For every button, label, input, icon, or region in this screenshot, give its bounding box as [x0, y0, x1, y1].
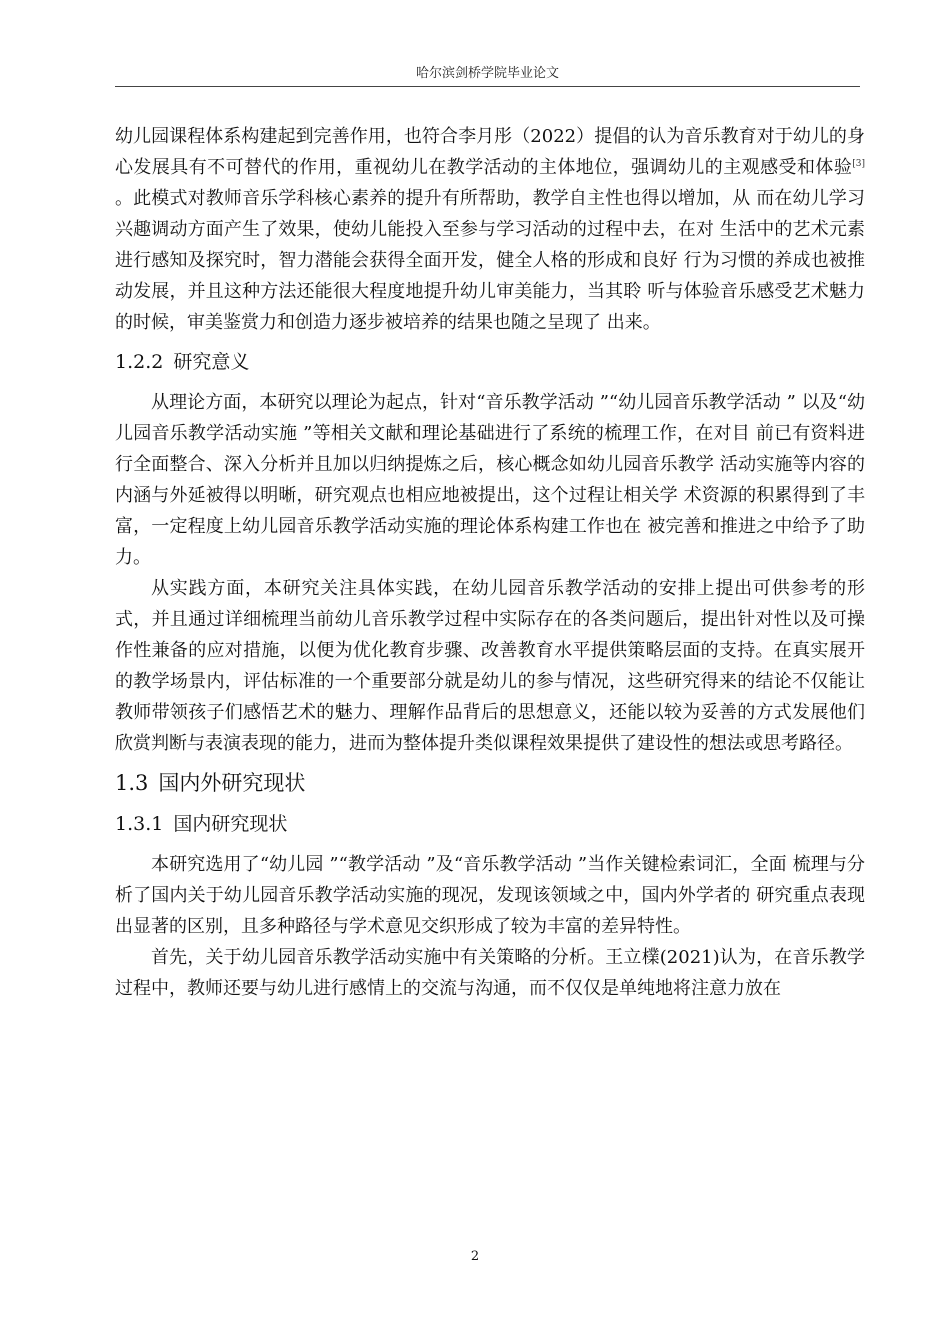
paragraph-search-terms: 本研究选用了“幼儿园 ”“教学活动 ”及“音乐教学活动 ”当作关键检索词汇，全面 梳理与分析了国内关于幼儿园音乐教学活动实施的现况，发现该领域之中，国内外学者的 研究重点表现出显著的区别，且多种路径与学术意见交织形成了较为丰富的差异特性。: [115, 854, 865, 937]
page-header: 哈尔滨剑桥学院毕业论文: [415, 66, 559, 81]
section-number: 1.3.1: [115, 813, 164, 835]
paragraph-1: [115, 121, 865, 338]
page-body: [115, 121, 865, 1004]
paragraph-1-text: 幼儿园课程体系构建起到完善作用，也符合李月彤（2022）提倡的认为音乐教育对于幼儿的身心发展具有不可替代的作用，重视幼儿在教学活动的主体地位，强调幼儿的主观感受和体验: [115, 126, 865, 178]
section-title: 研究意义: [173, 351, 250, 373]
section-heading-1-2-2: [115, 347, 865, 378]
paragraph-strategy: 首先，关于幼儿园音乐教学活动实施中有关策略的分析。王立檏(2021)认为，在音乐教学过程中，教师还要与幼儿进行感情上的交流与沟通，而不仅仅是单纯地将注意力放在: [115, 947, 865, 999]
header-divider: [115, 86, 860, 87]
section-number: 1.2.2: [115, 351, 164, 373]
paragraph-1-text-cont: 。此模式对教师音乐学科核心素养的提升有所帮助，教学自主性也得以增加，从 而在幼儿学习兴趣调动方面产生了效果，使幼儿能投入至参与学习活动的过程中去，在对 生活中的艺术元素进行感知及探究时，智力潜能会获得全面开发，健全人格的形成和良好 行为习惯的养成也被推动发展，并且这种方法还能很大程度地提升幼儿审美能力，当其聆 听与体验音乐感受艺术魅力的时候，审美鉴赏力和创造力逐步被培养的结果也随之呈现了 出来。: [115, 188, 865, 333]
section-title: 国内研究现状: [173, 813, 288, 835]
section-heading-1-3-1: [115, 809, 865, 840]
paragraph-theory: 从理论方面，本研究以理论为起点，针对“音乐教学活动 ”“幼儿园音乐教学活动 ” 以及“幼儿园音乐教学活动实施 ”等相关文献和理论基础进行了系统的梳理工作，在对目 前已有资料进行全面整合、深入分析并且加以归纳提炼之后，核心概念如幼儿园音乐教学 活动实施等内容的内涵与外延被得以明晰，研究观点也相应地被提出，这个过程让相关学 术资源的积累得到了丰富，一定程度上幼儿园音乐教学活动实施的理论体系构建工作也在 被完善和推进之中给予了助力。: [115, 392, 865, 568]
section-title: 国内外研究现状: [158, 771, 306, 795]
section-number: 1.3: [115, 771, 149, 795]
section-heading-1-3: [115, 767, 865, 800]
page-number: 2: [470, 1249, 480, 1264]
citation-marker: [3]: [852, 159, 865, 169]
paragraph-practice: 从实践方面，本研究关注具体实践，在幼儿园音乐教学活动的安排上提出可供参考的形式，并且通过详细梳理当前幼儿音乐教学过程中实际存在的各类问题后，提出针对性以及可操作性兼备的应对措施，以便为优化教育步骤、改善教育水平提供策略层面的支持。在真实展开的教学场景内，评估标准的一个重要部分就是幼儿的参与情况，这些研究得来的结论不仅能让教师带领孩子们感悟艺术的魅力、理解作品背后的思想意义，还能以较为妥善的方式发展他们欣赏判断与表演表现的能力，进而为整体提升类似课程效果提供了建设性的想法或思考路径。: [115, 578, 865, 754]
